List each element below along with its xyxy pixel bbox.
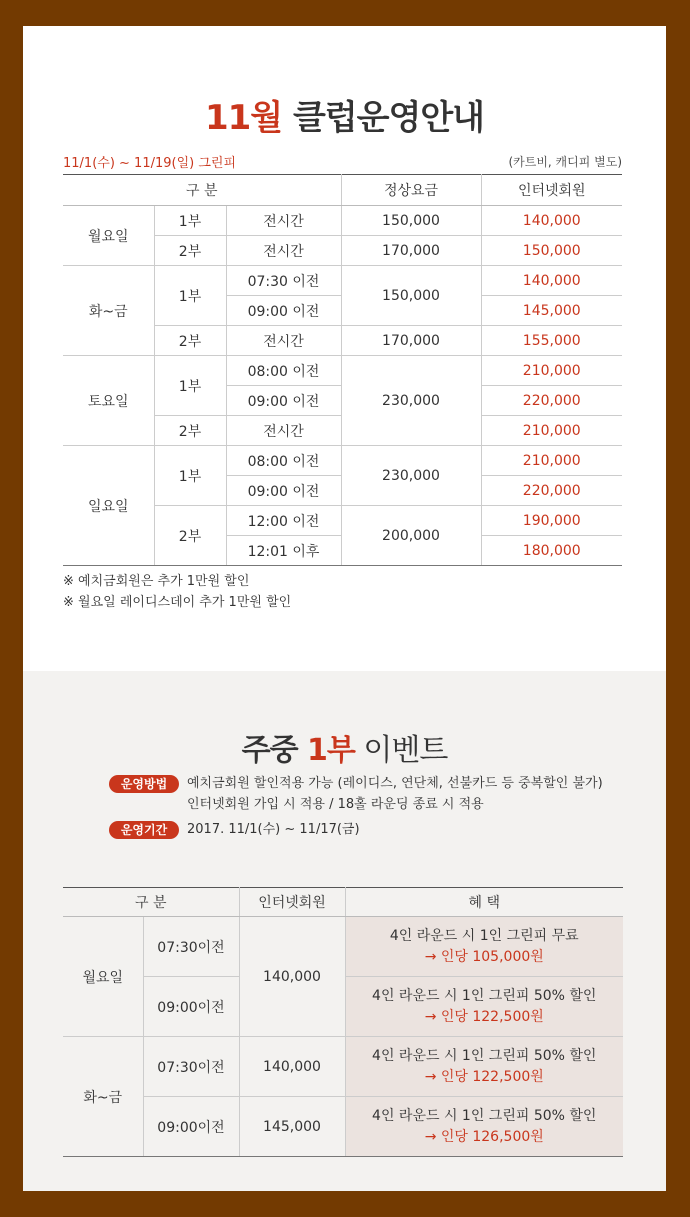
period-text: 2017. 11/1(수) ~ 11/17(금) <box>187 822 360 837</box>
benefit-cell <box>345 1097 623 1157</box>
internet-price: 210,000 <box>481 416 622 446</box>
internet-price: 140,000 <box>239 917 345 1037</box>
method-line-2: 인터넷회원 가입 시 적용 / 18홀 라운딩 종료 시 적용 <box>187 797 484 812</box>
benefit-cell <box>345 1037 623 1097</box>
time-label: 전시간 <box>226 416 341 446</box>
discount-notes <box>63 571 291 613</box>
day-label: 화~금 <box>63 266 154 356</box>
time-label: 전시간 <box>226 206 341 236</box>
benefit-desc: 4인 라운드 시 1인 그린피 50% 할인 <box>372 1047 597 1064</box>
title-text: 클럽운영안내 <box>282 98 485 138</box>
event-title <box>23 725 666 769</box>
time-label: 12:00 이전 <box>226 506 341 536</box>
header-benefit: 혜 택 <box>345 888 623 917</box>
part-label: 1부 <box>154 206 226 236</box>
regular-price: 230,000 <box>341 446 481 506</box>
internet-price: 210,000 <box>481 356 622 386</box>
table-header-row <box>63 175 622 206</box>
internet-price: 220,000 <box>481 386 622 416</box>
part-label: 2부 <box>154 236 226 266</box>
part-label: 2부 <box>154 416 226 446</box>
internet-price: 145,000 <box>239 1097 345 1157</box>
internet-price: 210,000 <box>481 446 622 476</box>
club-operation-section <box>23 26 666 671</box>
day-label: 월요일 <box>63 206 154 266</box>
time-label: 08:00 이전 <box>226 356 341 386</box>
benefit-desc: 4인 라운드 시 1인 그린피 50% 할인 <box>372 1107 597 1124</box>
method-badge: 운영방법 <box>109 775 179 793</box>
time-label: 09:00 이전 <box>226 296 341 326</box>
period-badge: 운영기간 <box>109 821 179 839</box>
header-category: 구 분 <box>63 888 239 917</box>
header-internet: 인터넷회원 <box>481 175 622 206</box>
benefit-cell <box>345 977 623 1037</box>
internet-price: 190,000 <box>481 506 622 536</box>
part-label: 2부 <box>154 326 226 356</box>
header-category: 구 분 <box>63 175 341 206</box>
event-title-post: 이벤트 <box>354 733 448 768</box>
event-title-pre: 주중 <box>241 733 308 768</box>
table-header-row <box>63 888 623 917</box>
weekday-event-section <box>23 671 666 1191</box>
internet-price: 220,000 <box>481 476 622 506</box>
regular-price: 170,000 <box>341 326 481 356</box>
table-row <box>63 356 622 386</box>
regular-price: 150,000 <box>341 206 481 236</box>
table-row <box>63 446 622 476</box>
internet-price: 140,000 <box>481 266 622 296</box>
fee-exclusion-note: (카트비, 캐디피 별도) <box>508 155 622 169</box>
benefit-desc: 4인 라운드 시 1인 그린피 50% 할인 <box>372 987 597 1004</box>
regular-price: 230,000 <box>341 356 481 446</box>
note-ladies-day: ※ 월요일 레이디스데이 추가 1만원 할인 <box>63 595 292 610</box>
event-table <box>63 887 623 1157</box>
table-row <box>63 206 622 236</box>
method-line-1: 예치금회원 할인적용 가능 (레이디스, 연단체, 선불카드 등 중복할인 불가) <box>187 776 603 791</box>
header-internet: 인터넷회원 <box>239 888 345 917</box>
benefit-cell <box>345 917 623 977</box>
page-title <box>23 90 666 139</box>
day-label: 화~금 <box>63 1037 143 1157</box>
method-text <box>187 773 647 815</box>
regular-price: 150,000 <box>341 266 481 326</box>
time-label: 07:30 이전 <box>226 266 341 296</box>
title-month: 11월 <box>204 98 283 138</box>
benefit-price: → 인당 122,500원 <box>424 1008 544 1025</box>
benefit-price: → 인당 105,000원 <box>424 948 544 965</box>
time-label: 전시간 <box>226 326 341 356</box>
day-label: 토요일 <box>63 356 154 446</box>
internet-price: 155,000 <box>481 326 622 356</box>
fee-period: 11/1(수) ~ 11/19(일) 그린피 <box>63 156 237 171</box>
time-label: 09:00 이전 <box>226 476 341 506</box>
day-label: 월요일 <box>63 917 143 1037</box>
time-label: 07:30이전 <box>143 917 239 977</box>
part-label: 1부 <box>154 356 226 416</box>
table-row <box>63 1097 623 1157</box>
day-label: 일요일 <box>63 446 154 566</box>
time-label: 08:00 이전 <box>226 446 341 476</box>
part-label: 1부 <box>154 446 226 506</box>
benefit-price: → 인당 126,500원 <box>424 1128 544 1145</box>
green-fee-table <box>63 174 622 566</box>
part-label: 2부 <box>154 506 226 566</box>
internet-price: 140,000 <box>481 206 622 236</box>
time-label: 09:00이전 <box>143 1097 239 1157</box>
time-label: 09:00 이전 <box>226 386 341 416</box>
content-frame <box>23 26 666 1191</box>
time-label: 12:01 이후 <box>226 536 341 566</box>
table-row <box>63 917 623 977</box>
table-row <box>63 266 622 296</box>
part-label: 1부 <box>154 266 226 326</box>
regular-price: 170,000 <box>341 236 481 266</box>
time-label: 09:00이전 <box>143 977 239 1037</box>
benefit-price: → 인당 122,500원 <box>424 1068 544 1085</box>
time-label: 07:30이전 <box>143 1037 239 1097</box>
internet-price: 180,000 <box>481 536 622 566</box>
regular-price: 200,000 <box>341 506 481 566</box>
benefit-desc: 4인 라운드 시 1인 그린피 무료 <box>389 927 579 944</box>
table-row <box>63 1037 623 1097</box>
internet-price: 150,000 <box>481 236 622 266</box>
internet-price: 145,000 <box>481 296 622 326</box>
internet-price: 140,000 <box>239 1037 345 1097</box>
event-title-accent: 1부 <box>307 733 355 768</box>
time-label: 전시간 <box>226 236 341 266</box>
note-deposit: ※ 예치금회원은 추가 1만원 할인 <box>63 574 250 589</box>
header-regular: 정상요금 <box>341 175 481 206</box>
